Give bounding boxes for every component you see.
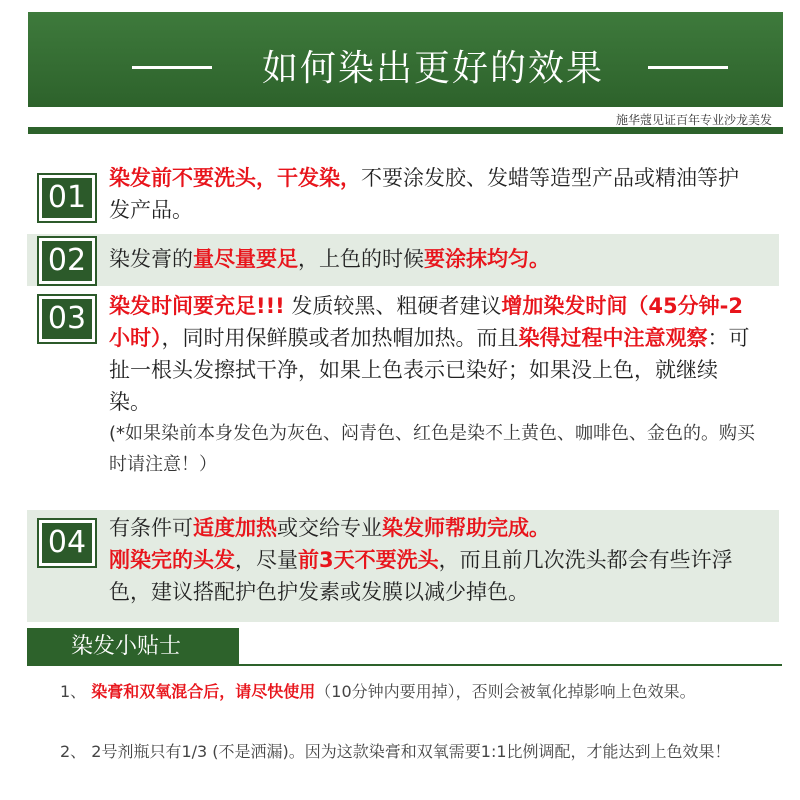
step-04-part4: ，而且前几次洗头都会有些许浮色，建议搭配护色护发素或发膜以减少掉色。 <box>109 548 733 604</box>
page-title: 如何染出更好的效果 <box>261 48 604 89</box>
step-04-text <box>109 512 757 608</box>
step-02 <box>27 234 779 286</box>
step-number-03: 03 <box>39 296 95 342</box>
title-banner <box>28 12 783 107</box>
step-03 <box>27 290 779 500</box>
subtitle-bar <box>28 127 783 134</box>
step-02-highlight2: 要涂抹均匀。 <box>424 247 550 271</box>
step-01-text <box>109 162 757 226</box>
step-number-01: 01 <box>39 175 95 221</box>
step-03-part1: 发质较黑、粗硬者建议 <box>284 294 502 318</box>
tip-2: 2、 2号剂瓶只有1/3 (不是洒漏)。因为这款染膏和双氧需要1:1比例调配，才能达到上色效果！ <box>60 742 731 761</box>
step-03-highlight2: 增加染发时间（45分钟-2小时） <box>109 294 743 350</box>
step-04-highlight4: 前3天不要洗头 <box>298 548 439 572</box>
step-04-part3: ，尽量 <box>235 548 298 572</box>
step-02-part2: ，上色的时候 <box>298 247 424 271</box>
step-number-04: 04 <box>39 520 95 566</box>
step-04-highlight1: 适度加热 <box>193 516 277 540</box>
step-03-note: (*如果染前本身发色为灰色、闷青色、红色是染不上黄色、咖啡色、金色的。购买时请注意！） <box>109 423 756 475</box>
brand-subtitle: 施华蔻见证百年专业沙龙美发 <box>615 113 772 127</box>
step-04-part1: 有条件可 <box>109 516 193 540</box>
step-03-highlight3: 染得过程中注意观察 <box>518 326 708 350</box>
step-02-text <box>109 243 757 275</box>
tip-1-rest: （10分钟内要用掉），否则会被氧化掉影响上色效果。 <box>315 682 696 701</box>
tip-1 <box>60 678 760 705</box>
tip-1-prefix: 1、 <box>60 682 92 701</box>
step-04-highlight3: 刚染完的头发 <box>109 548 235 572</box>
title-right-line <box>648 66 728 69</box>
step-04-highlight2: 染发师帮助完成。 <box>382 516 550 540</box>
title-left-line <box>132 66 212 69</box>
step-03-part2: ，同时用保鲜膜或者加热帽加热。而且 <box>161 326 519 350</box>
step-01-body: 不要涂发胶、发蜡等造型产品或精油等护发产品。 <box>109 166 739 222</box>
tips-header: 染发小贴士 <box>27 628 239 666</box>
step-03-part3: ：可扯一根头发擦拭干净，如果上色表示已染好；如果没上色，就继续染。 <box>109 326 750 414</box>
step-03-text <box>109 290 757 480</box>
step-03-highlight1: 染发时间要充足!!! <box>109 294 285 318</box>
step-02-part1: 染发膏的 <box>109 247 193 271</box>
step-04 <box>27 510 779 622</box>
step-01 <box>27 158 779 230</box>
step-04-part2: 或交给专业 <box>277 516 382 540</box>
tip-1-highlight: 染膏和双氧混合后，请尽快使用 <box>91 682 316 701</box>
tips-divider <box>27 664 782 666</box>
step-number-02: 02 <box>39 238 95 284</box>
step-02-highlight1: 量尽量要足 <box>193 247 298 271</box>
step-01-highlight: 染发前不要洗头，干发染， <box>109 166 361 190</box>
